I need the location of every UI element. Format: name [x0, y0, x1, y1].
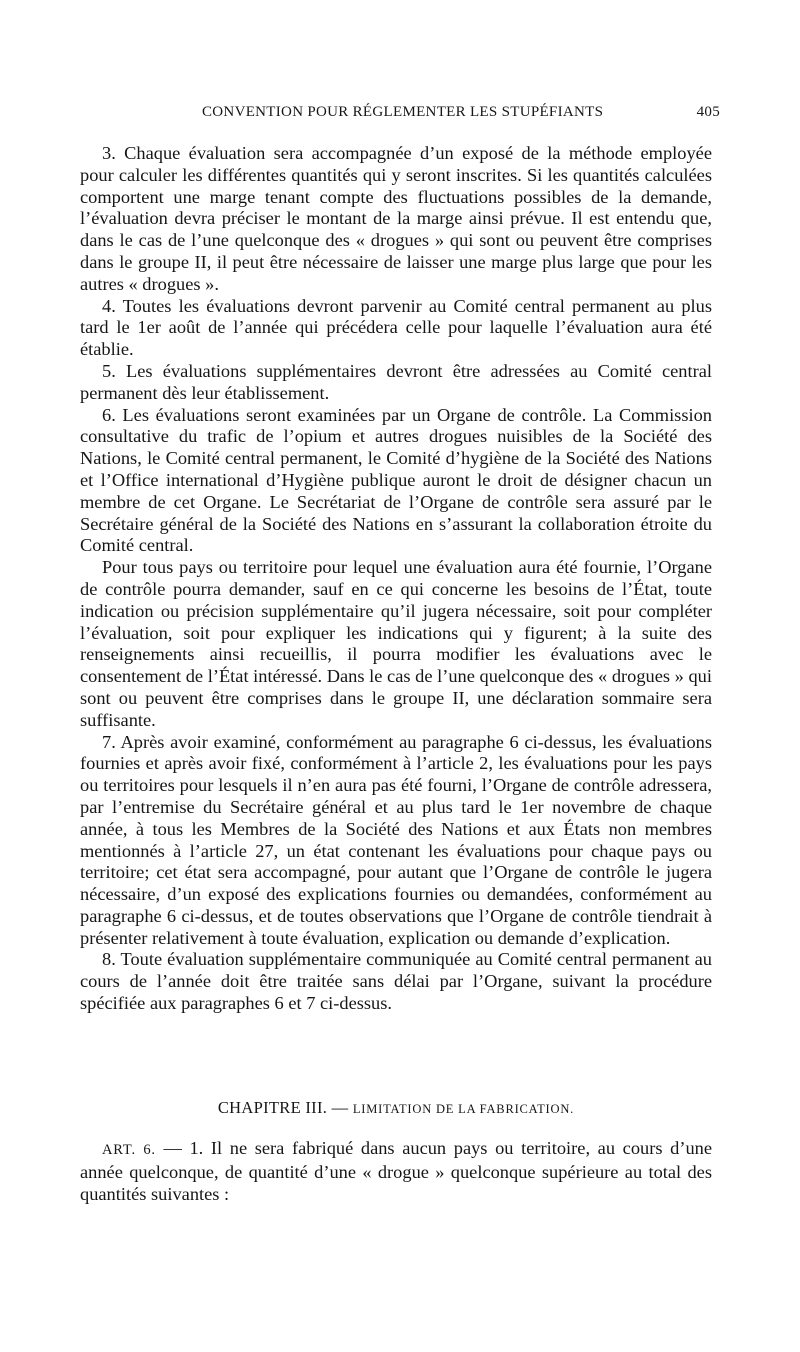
paragraph-8: 8. Toute évaluation supplémentaire communiquée au Comité central permanent au cours de l’année doit être traitée sans délai par l’Organe, suivant la procédure spécifiée aux paragraphes 6 et 7 ci-dessus. — [80, 949, 712, 1014]
article-paragraph — [80, 1138, 712, 1205]
chapter-heading — [80, 1098, 712, 1118]
paragraph-6-continued: Pour tous pays ou territoire pour lequel une évaluation aura été fournie, l’Organe de contrôle pourra demander, sauf en ce qui concerne les besoins de l’État, toute indication ou précision supplémentaire qu’il jugera nécessaire, soit pour compléter l’évaluation, soit pour expliquer les indications qui y figurent; à la suite des renseignements ainsi recueillis, il pourra modifier les évaluations avec le consentement de l’État intéressé. Dans le cas de l’une quelconque des « drogues » qui sont ou peuvent être comprises dans le groupe II, une déclaration sommaire sera suffisante. — [80, 557, 712, 730]
body-text — [80, 143, 712, 1015]
article-label: ART. 6. — [102, 1142, 156, 1158]
chapter-title: CHAPITRE III. — — [217, 1098, 353, 1117]
article-text: — 1. Il ne sera fabriqué dans aucun pays ou territoire, au cours d’une année quelconque, de quantité d’une « drogue » quelconque supérieure au total des quantités suivantes : — [80, 1138, 712, 1204]
paragraph-7: 7. Après avoir examiné, conformément au paragraphe 6 ci-dessus, les évaluations fournies et après avoir fixé, conformément à l’article 2, les évaluations pour les pays ou territoires pour lesquels il n’en aura pas été fourni, l’Organe de contrôle adressera, par l’entremise du Secrétaire général et au plus tard le 1er novembre de chaque année, à tous les Membres de la Société des Nations et aux États non membres mentionnés à l’article 27, un état contenant les évaluations pour chaque pays ou territoire; cet état sera accompagné, pour autant que l’Organe de contrôle le jugera nécessaire, d’un exposé des explications fournies ou demandées, conformément au paragraphe 6 ci-dessus, et de toutes observations que l’Organe de contrôle tiendrait à présenter relativement à toute évaluation, explication ou demande d’explication. — [80, 731, 712, 948]
paragraph-6: 6. Les évaluations seront examinées par un Organe de contrôle. La Commission consultative du trafic de l’opium et autres drogues nuisibles de la Société des Nations, le Comité central permanent, le Comité d’hygiène de la Société des Nations et l’Office international d’Hygiène publique auront le droit de désigner chacun un membre de cet Organe. Le Secrétariat de l’Organe de contrôle sera assuré par le Secrétaire général de la Société des Nations en s’assurant la collaboration étroite du Comité central. — [80, 404, 712, 556]
paragraph-4: 4. Toutes les évaluations devront parvenir au Comité central permanent au plus tard le 1er août de l’année qui précédera celle pour laquelle l’évaluation aura été établie. — [80, 295, 712, 360]
paragraph-3: 3. Chaque évaluation sera accompagnée d’un exposé de la méthode employée pour calculer les différentes quantités qui y seront inscrites. Si les quantités calculées comportent une marge tenant compte des fluctuations possibles de la demande, l’évaluation devra préciser le montant de la marge ainsi prévue. Il est entendu que, dans le cas de l’une quelconque des « drogues » qui sont ou peuvent être comprises dans le groupe II, il peut être nécessaire de laisser une marge plus large que pour les autres « drogues ». — [80, 143, 712, 294]
paragraph-5: 5. Les évaluations supplémentaires devront être adressées au Comité central permanent dès leur établissement. — [80, 360, 712, 403]
running-title: CONVENTION POUR RÉGLEMENTER LES STUPÉFIANTS — [202, 104, 604, 120]
chapter-subtitle: LIMITATION DE LA FABRICATION. — [352, 1102, 575, 1116]
article-6 — [80, 1138, 712, 1205]
page-number: 405 — [696, 104, 720, 120]
